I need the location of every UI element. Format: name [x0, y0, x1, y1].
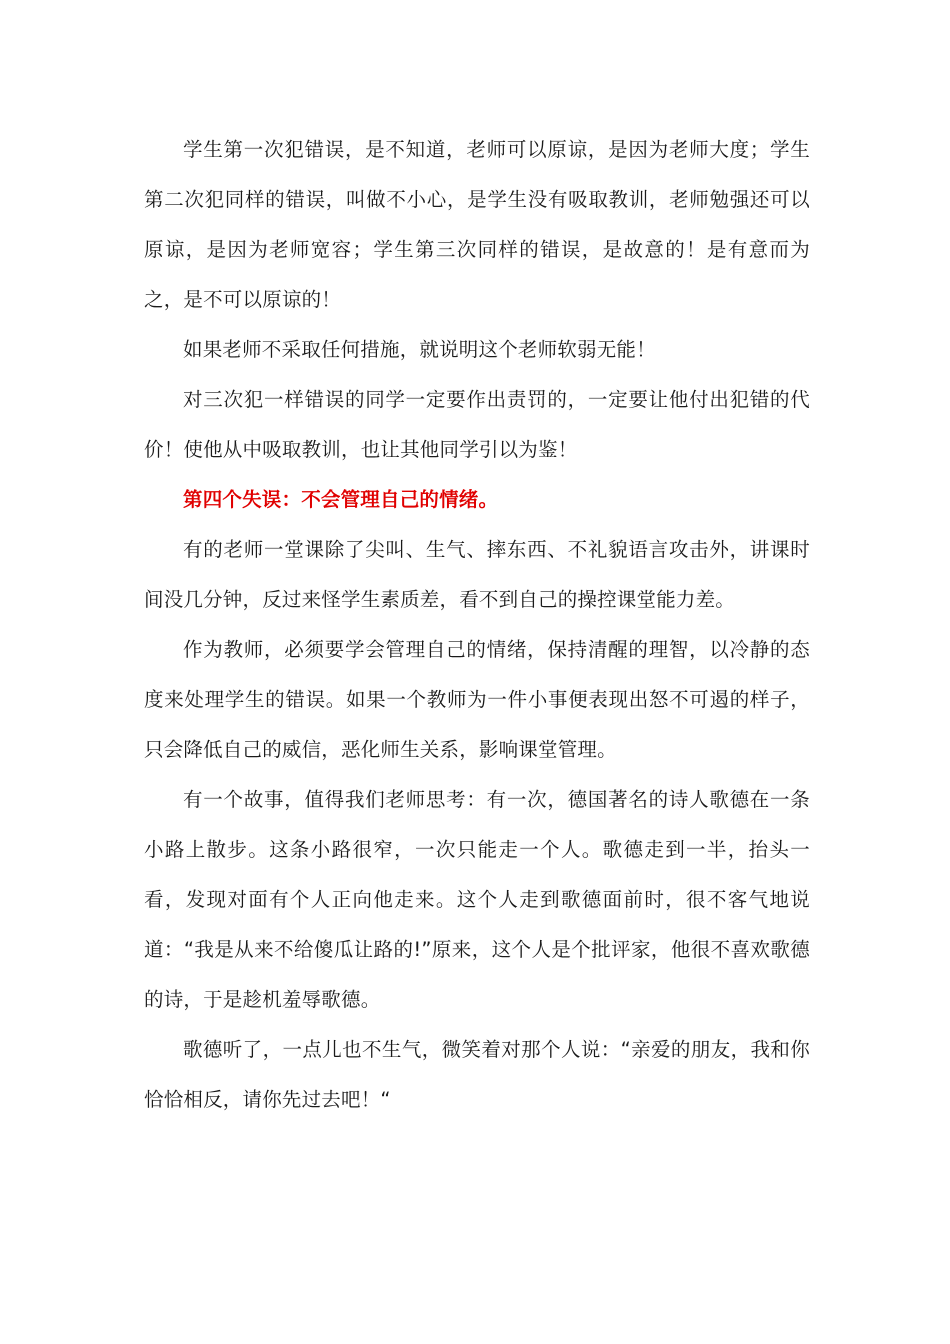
paragraph-5: 有的老师一堂课除了尖叫、生气、摔东西、不礼貌语言攻击外，讲课时间没几分钟，反过来怪学生素质差，看不到自己的操控课堂能力差。 [144, 538, 810, 611]
paragraph-1: 学生第一次犯错误，是不知道，老师可以原谅，是因为老师大度；学生第二次犯同样的错误，叫做不小心，是学生没有吸取教训，老师勉强还可以原谅，是因为老师宽容；学生第三次同样的错误，是故意的！是有意而为之，是不可以原谅的！ [144, 138, 810, 311]
paragraph-8: 歌德听了，一点儿也不生气，微笑着对那个人说：“亲爱的朋友，我和你恰恰相反，请你先过去吧！“ [144, 1038, 810, 1111]
section-heading: 第四个失误：不会管理自己的情绪。 [183, 488, 499, 511]
paragraph-7: 有一个故事，值得我们老师思考：有一次，德国著名的诗人歌德在一条小路上散步。这条小路很窄，一次只能走一个人。歌德走到一半，抬头一看，发现对面有个人正向他走来。这个人走到歌德面前时，很不客气地说道：“我是从来不给傻瓜让路的!”原来，这个人是个批评家，他很不喜欢歌德的诗，于是趁机羞辱歌德。 [144, 788, 810, 1011]
paragraph-2: 如果老师不采取任何措施，就说明这个老师软弱无能！ [183, 338, 656, 361]
paragraph-6: 作为教师，必须要学会管理自己的情绪，保持清醒的理智，以冷静的态度来处理学生的错误。如果一个教师为一件小事便表现出怒不可遏的样子，只会降低自己的威信，恶化师生关系，影响课堂管理。 [144, 638, 810, 761]
paragraph-3: 对三次犯一样错误的同学一定要作出责罚的，一定要让他付出犯错的代价！使他从中吸取教训，也让其他同学引以为鉴！ [144, 388, 810, 461]
